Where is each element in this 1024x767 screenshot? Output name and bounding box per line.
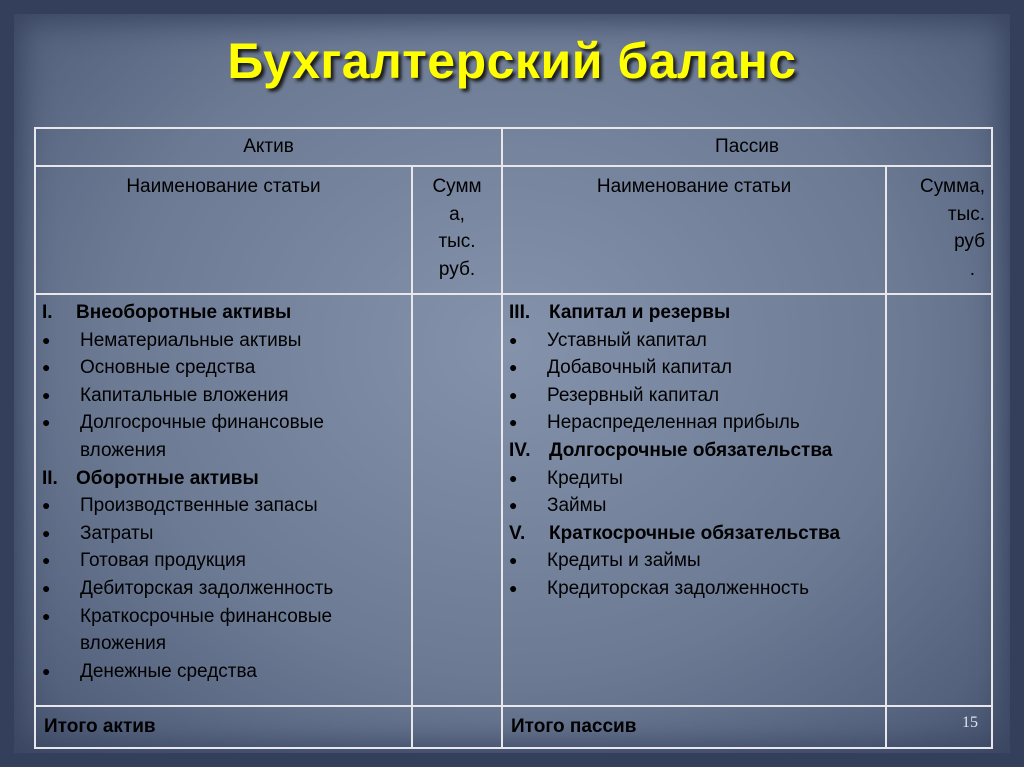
bullet-icon: ● [42,414,51,431]
col-sum-passiv-line: руб [954,231,986,253]
table-header-row [35,128,992,166]
section-number: IV. [509,439,531,461]
section-heading [509,299,879,327]
list-item-label: Займы [547,495,607,517]
col-sum-aktiv-line: а, [449,203,465,225]
col-name-passiv: Наименование статьи [502,166,886,294]
header-aktiv: Актив [35,128,502,166]
list-item [42,382,405,410]
section-number: V. [509,522,526,544]
list-item [42,354,405,382]
bullet-icon: ● [42,497,51,514]
list-item-label: Затраты [80,522,154,544]
list-item [42,575,405,603]
passiv-sum-cell [886,294,992,706]
section-heading [42,299,405,327]
list-item [42,409,405,464]
total-aktiv-label: Итого актив [35,706,412,748]
section-number: III. [509,302,531,323]
header-passiv: Пассив [502,128,992,166]
list-item [509,327,879,355]
bullet-icon: ● [42,552,51,569]
list-item [42,603,405,658]
list-item [509,409,879,437]
bullet-icon: ● [42,579,51,596]
bullet-icon: ● [42,662,51,679]
section-label: Внеоборотные активы [76,302,292,323]
list-item-label: Уставный капитал [547,329,707,351]
list-item-label: Кредиторская задолженность [547,577,810,599]
list-item-label: Капитальные вложения [80,384,289,406]
list-item [509,575,879,603]
slide-title: Бухгалтерский баланс [227,33,797,89]
bullet-icon: ● [509,497,518,514]
list-item [509,465,879,493]
bullet-icon: ● [509,552,518,569]
list-item [42,327,405,355]
bullet-icon: ● [509,386,518,403]
col-sum-aktiv-line: Сумм [432,176,482,197]
list-item [509,492,879,520]
balance-table [34,127,993,749]
section-number: I. [42,302,53,323]
col-name-aktiv: Наименование статьи [35,166,412,294]
bullet-icon: ● [509,414,518,431]
list-item-label: Кредиты [547,467,623,489]
col-sum-passiv-line: . [969,258,976,280]
column-header-row [35,166,992,294]
col-sum-aktiv-line: тыс. [438,231,476,253]
bullet-icon: ● [509,579,518,596]
aktiv-sum-cell [412,294,502,706]
list-item-label: Нематериальные активы [80,329,302,351]
total-passiv-label: Итого пассив [502,706,886,748]
body-row [35,294,992,706]
list-item-label: Готовая продукция [80,550,246,572]
section-heading [509,520,879,548]
aktiv-list [35,294,412,706]
list-item-label: Резервный капитал [547,384,720,406]
list-item [509,547,879,575]
section-label: Капитал и резервы [549,302,731,323]
bullet-icon: ● [509,469,518,486]
bullet-icon: ● [42,386,51,403]
section-number: II. [42,467,58,489]
page-number: 15 [962,714,978,731]
passiv-list [502,294,886,706]
col-sum-aktiv-line: руб. [438,258,476,280]
list-item-label: Кредиты и займы [547,550,701,572]
total-aktiv-sum [412,706,502,748]
list-item [42,547,405,575]
section-label: Оборотные активы [76,467,259,489]
list-item [509,354,879,382]
list-item [42,520,405,548]
total-row [35,706,992,748]
list-item-label: Дебиторская задолженность [80,577,334,599]
bullet-icon: ● [42,607,51,624]
section-heading [509,437,879,465]
bullet-icon: ● [509,359,518,376]
list-item-label: Нераспределенная прибыль [547,412,800,434]
bullet-icon: ● [42,524,51,541]
list-item [509,382,879,410]
bullet-icon: ● [42,359,51,376]
col-sum-aktiv [412,166,502,294]
col-sum-passiv-line: тыс. [947,203,986,225]
col-sum-passiv-line: Сумма, [920,176,986,197]
bullet-icon: ● [509,331,518,348]
list-item-label: Добавочный капитал [547,357,732,379]
section-heading [42,465,405,493]
list-item [42,492,405,520]
list-item-label: Денежные средства [80,660,257,682]
col-sum-passiv [886,166,992,294]
list-item [42,658,405,686]
list-item-label: Краткосрочные финансовые вложения [80,605,333,655]
list-item-label: Производственные запасы [80,495,318,517]
section-label: Долгосрочные обязательства [549,439,833,461]
section-label: Краткосрочные обязательства [549,522,841,544]
bullet-icon: ● [42,331,51,348]
list-item-label: Долгосрочные финансовые вложения [80,412,324,461]
list-item-label: Основные средства [80,357,256,379]
